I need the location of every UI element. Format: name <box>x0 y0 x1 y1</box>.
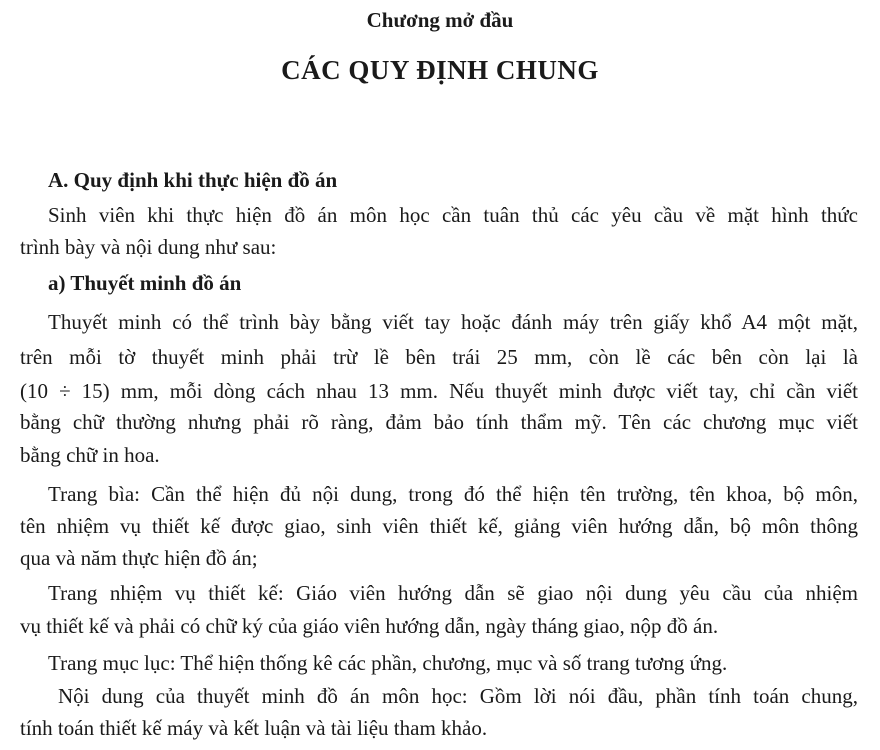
paragraph-line: Nội dung của thuyết minh đồ án môn học: Gồm lời nói đầu, phần tính toán chung, <box>58 684 858 708</box>
paragraph-line: Trang nhiệm vụ thiết kế: Giáo viên hướng dẫn sẽ giao nội dung yêu cầu của nhiệm <box>48 581 858 605</box>
paragraph-line: trên mỗi tờ thuyết minh phải trừ lề bên trái 25 mm, còn lề các bên còn lại là <box>20 345 858 369</box>
chapter-title: CÁC QUY ĐỊNH CHUNG <box>281 55 599 85</box>
section-heading: A. Quy định khi thực hiện đồ án <box>48 168 338 192</box>
paragraph-line: (10 ÷ 15) mm, mỗi dòng cách nhau 13 mm. Nếu thuyết minh được viết tay, chỉ cần viết <box>20 379 858 403</box>
paragraph-line: tính toán thiết kế máy và kết luận và tài liệu tham khảo. <box>20 716 488 740</box>
paragraph-line: Thuyết minh có thể trình bày bằng viết tay hoặc đánh máy trên giấy khổ A4 một mặt, <box>48 310 858 334</box>
paragraph-line: qua và năm thực hiện đồ án; <box>20 546 258 570</box>
paragraph-line: Trang mục lục: Thể hiện thống kê các phần, chương, mục và số trang tương ứng. <box>48 651 728 675</box>
paragraph-line: Trang bìa: Cần thể hiện đủ nội dung, trong đó thể hiện tên trường, tên khoa, bộ môn, <box>48 482 858 506</box>
chapter-label: Chương mở đầu <box>366 8 514 32</box>
paragraph-line: Sinh viên khi thực hiện đồ án môn học cần tuân thủ các yêu cầu về mặt hình thức <box>48 203 858 227</box>
paragraph-line: bằng chữ thường nhưng phải rõ ràng, đảm bảo tính thẩm mỹ. Tên các chương mục viết <box>20 410 858 434</box>
paragraph-line: tên nhiệm vụ thiết kế được giao, sinh viên thiết kế, giảng viên hướng dẫn, bộ môn thông <box>20 514 858 538</box>
paragraph-line: vụ thiết kế và phải có chữ ký của giáo viên hướng dẫn, ngày tháng giao, nộp đồ án. <box>20 614 719 638</box>
paragraph-line: trình bày và nội dung như sau: <box>20 235 277 259</box>
subsection-heading: a) Thuyết minh đồ án <box>48 271 242 295</box>
paragraph-line: bằng chữ in hoa. <box>20 443 160 467</box>
